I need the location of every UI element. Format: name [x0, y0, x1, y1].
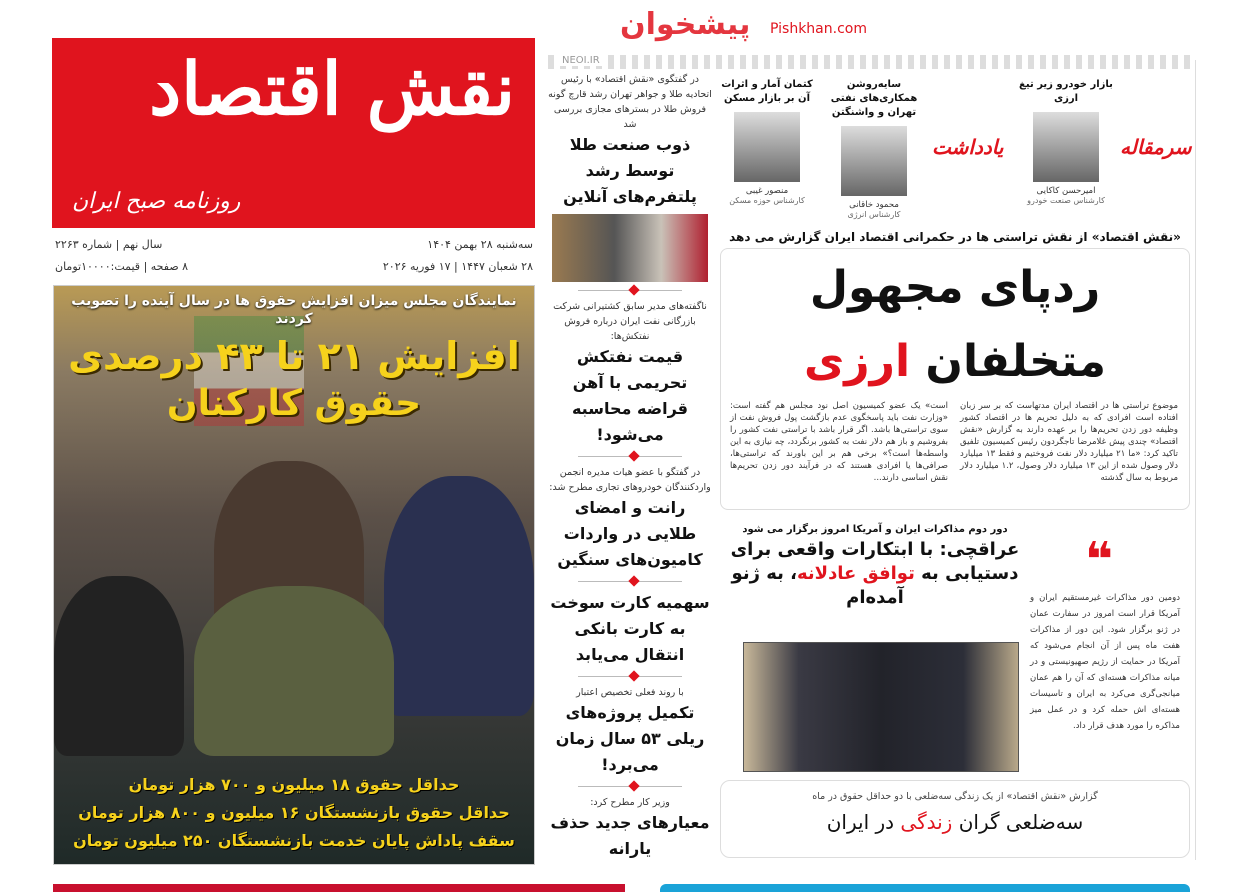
- lead-title: ردپای مجهول: [809, 262, 1101, 313]
- author-photo: [734, 112, 800, 182]
- lead-body: است» یک عضو کمیسیون اصل نود مجلس هم گفته است: «وزارت نفت باید پاسخگوی عدم بازگشت پول فروش نفت از سوی تراستی‌ها باشد. اگر قرار باشد با تراستی نفت کشور را بفروشیم و باز هم دلار نفت به کشور برنگردد، چه نیازی به این واسطه‌ها است؟» برخی هم بر این باورند که تراستی‌ها، صرافی‌ها یا افرادی هستند که در فرآیند دور زدن تحریم‌ها نقش اساسی دارند...: [730, 401, 948, 483]
- life-story[interactable]: گزارش «نقش اقتصاد» از یک زندگی سه‌ضلعی با دو حداقل حقوق در ماه سه‌ضلعی گران زندگی در ایران: [720, 780, 1190, 858]
- date-alt: ۲۸ شعبان ۱۴۴۷ | ۱۷ فوریه ۲۰۲۶: [382, 260, 533, 273]
- main-bullet: حداقل حقوق بازنشستگان ۱۶ میلیون و ۸۰۰ هزار تومان: [78, 803, 510, 822]
- editorial-label: سرمقاله: [1120, 135, 1192, 159]
- middle-column: [548, 72, 712, 862]
- date-persian: سه‌شنبه ۲۸ بهمن ۱۴۰۴: [427, 238, 533, 251]
- watermark: پیشخوان: [620, 7, 751, 42]
- photo-person: [384, 476, 534, 716]
- divider: [1195, 60, 1196, 860]
- column-item[interactable]: بازار خودرو زیر تیغ ارزی امیرحسن کاکایی کارشناس صنعت خودرو: [1019, 79, 1113, 205]
- watermark-url: Pishkhan.com: [770, 21, 867, 37]
- issue-number: سال نهم | شماره ۲۲۶۳: [55, 238, 163, 251]
- lead-kicker: «نقش اقتصاد» از نقش تراستی ها در حکمرانی اقتصاد ایران گزارش می دهد: [729, 230, 1181, 244]
- story-photo: [552, 214, 708, 282]
- column-item[interactable]: سایه‌روشن همکاری‌های نفتی تهران و واشنگتن محمود خاقانی کارشناس انرژی: [830, 79, 918, 219]
- middle-story[interactable]: سهمیه کارت سوخت به کارت بانکی انتقال می‌یابد: [548, 590, 712, 677]
- footer-bar: [53, 884, 625, 892]
- main-kicker: نمایندگان مجلس میزان افزایش حقوق ها در سال آینده را تصویب کردند: [71, 293, 517, 327]
- middle-story[interactable]: ناگفته‌های مدیر سابق کشتیرانی شرکت بازرگانی نفت ایران درباره فروش نفتکش‌ها: قیمت نفتکش تحریمی با آهن قراضه محاسبه می‌شود!: [548, 299, 712, 457]
- talks-title-2: دستیابی به توافق عادلانه، به ژنو آمده‌ام: [731, 563, 1019, 608]
- lead-body: موضوع تراستی ها در اقتصاد ایران مدتهاست که بر سر زبان افتاده است افرادی که به دلیل تحریم ها در اقتصاد کشور وظیفه دور زدن تحریم‌ها را بر عهده دارند به گزارش «نقش اقتصاد» چندی پیش غلامرضا تاجگردون رئیس کمیسیون تلفیق تاکید کرد: «ما ۲۱ میلیارد دلار نفت فروختیم و فقط ۱۳ میلیارد دلار وصول شده از این ۱۳ میلیارد دلار وصول، ۱.۲ میلیارد دلار مربوط به سال گذشته: [960, 401, 1179, 483]
- author-photo: [1033, 112, 1099, 182]
- main-bullet: سقف پاداش پایان خدمت بازنشستگان ۲۵۰ میلیون تومان: [73, 831, 515, 850]
- talks-photo: [743, 642, 1019, 772]
- note-label: یادداشت: [932, 135, 1004, 159]
- main-bullets: [64, 768, 524, 852]
- talks-headline-group[interactable]: [725, 522, 1025, 610]
- talks-title: عراقچی: با ابتکارات واقعی برای: [730, 539, 1020, 560]
- photo-person: [54, 576, 184, 756]
- page-marker: [578, 290, 682, 291]
- author-photo: [841, 126, 907, 196]
- middle-story[interactable]: وزیر کار مطرح کرد: معیارهای جدید حذف یارانه: [550, 797, 710, 858]
- middle-story[interactable]: در گفتگوی «نقش اقتصاد» با رئیس اتحادیه طلا و جواهر تهران رشد قارچ گونه فروش طلا در بسترهای مجازی بررسی شد ذوب صنعت طلا توسط رشد پلتفرم‌های آنلاین: [548, 72, 712, 291]
- column-item[interactable]: کتمان آمار و اثرات آن بر بازار مسکن منصور غیبی کارشناس حوزه مسکن: [721, 79, 813, 205]
- main-bullet: حداقل حقوق ۱۸ میلیون و ۷۰۰ هزار تومان: [128, 775, 460, 794]
- lead-title-2: متخلفان ارزی: [803, 336, 1107, 387]
- talks-kicker: دور دوم مذاکرات ایران و آمریکا امروز برگزار می شود: [742, 524, 1008, 535]
- middle-story[interactable]: در گفتگو با عضو هیات مدیره انجمن واردکنندگان خودروهای تجاری مطرح شد: رانت و امضای طلایی در واردات کامیون‌های سنگین: [548, 465, 712, 582]
- life-title: سه‌ضلعی گران زندگی در ایران: [826, 810, 1084, 834]
- talks-body: دومین دور مذاکرات غیرمستقیم ایران و آمریکا قرار است امروز در سفارت عمان در ژنو برگزار شود. این دور از مذاکرات هفت ماه پس از آن انجام می‌شود که آمریکا در حمایت از رژیم صهیونیستی و در میانه مذاکرات هسته‌ای که آن را هم عمان میانجی‌گری می‌کرد به ایران و تاسیسات هسته‌ای اش حمله کرد و در عمل میز مذاکره را مورد هدف قرار داد.: [1030, 593, 1180, 731]
- newspaper-logo: نقش اقتصاد روزنامه صبح ایران: [52, 38, 535, 228]
- site-strip: NEOI.IR: [548, 55, 1193, 69]
- main-headline-group: [60, 292, 528, 428]
- main-story[interactable]: [53, 285, 535, 865]
- main-subtitle: حقوق کارکنان: [166, 383, 422, 425]
- photo-person: [194, 586, 394, 756]
- price: ۸ صفحه | قیمت:۱۰۰۰۰تومان: [55, 260, 189, 273]
- middle-story[interactable]: با روند فعلی تخصیص اعتبار تکمیل پروژه‌های ریلی ۵۳ سال زمان می‌برد!: [548, 685, 712, 787]
- footer-bar: [660, 884, 1190, 892]
- main-title: افزایش ۲۱ تا ۴۳ درصدی: [68, 334, 520, 378]
- quote-icon: ❝: [1085, 532, 1114, 588]
